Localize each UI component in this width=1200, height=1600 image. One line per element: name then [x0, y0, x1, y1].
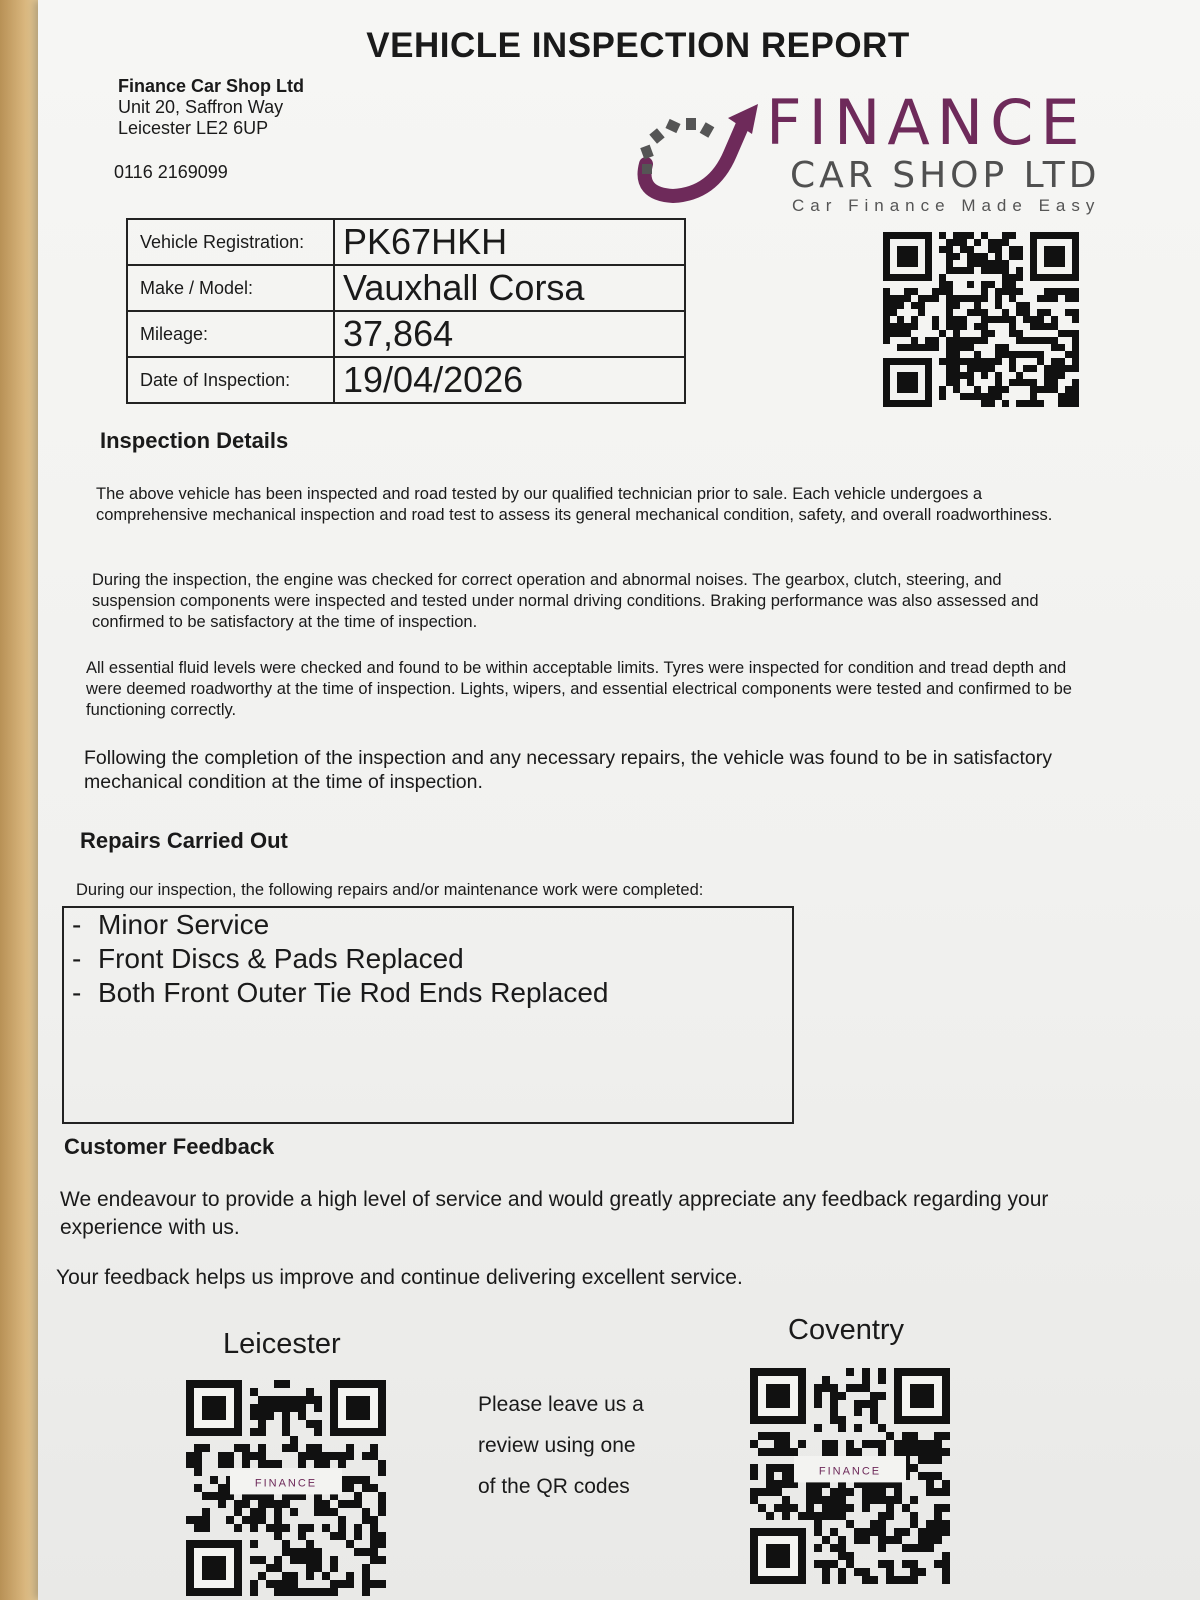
company-logo — [618, 88, 1118, 218]
speedometer-arrow-icon — [618, 94, 768, 204]
company-phone: 0116 2169099 — [114, 162, 228, 182]
qr-code-icon — [750, 1368, 950, 1588]
repairs-heading: Repairs Carried Out — [80, 828, 288, 853]
field-label: Make / Model: — [127, 265, 334, 311]
qr-logo-text: FINANCE — [254, 1477, 318, 1490]
list-item: - Both Front Outer Tie Rod Ends Replaced — [72, 977, 609, 1008]
review-note: Please leave us a review using one of the QR codes — [478, 1393, 644, 1498]
field-value: 19/04/2026 — [334, 357, 685, 403]
inspection-heading: Inspection Details — [100, 428, 289, 453]
desk-background — [0, 0, 40, 1600]
field-label: Mileage: — [127, 311, 334, 357]
location-label: Coventry — [788, 1314, 905, 1346]
list-item: - Minor Service — [72, 909, 270, 940]
inspection-paragraph: All essential fluid levels were checked and found to be within acceptable limits. Tyres were inspected for condition and tread depth and were deemed roadworthy at the time of inspection. Lights, wipers, and essential electrical components were tested and confirmed to be functioning correctly. — [86, 659, 1072, 719]
inspection-paragraph: During the inspection, the engine was checked for correct operation and abnormal noises. The gearbox, clutch, steering, and suspension components were inspected and tested under normal driving conditions. Braking performance was also assessed and confirmed to be satisfactory at the time of inspection. — [92, 571, 1039, 631]
table-row — [127, 357, 685, 403]
feedback-paragraph: Your feedback helps us improve and continue delivering excellent service. — [56, 1266, 743, 1289]
inspection-paragraph: The above vehicle has been inspected and road tested by our qualified technician prior to sale. Each vehicle undergoes a comprehensive mechanical inspection and road test to assess its general mechanical condition, safety, and overall roadworthiness. — [96, 485, 1053, 524]
list-item: - Front Discs & Pads Replaced — [72, 943, 464, 974]
field-label: Date of Inspection: — [127, 357, 334, 403]
table-row — [127, 311, 685, 357]
vehicle-details-table — [126, 218, 686, 404]
logo-tagline: Car Finance Made Easy — [792, 196, 1101, 215]
field-value: Vauxhall Corsa — [334, 265, 685, 311]
inspection-paragraph: Following the completion of the inspection and any necessary repairs, the vehicle was found to be in satisfactory mechanical condition at the time of inspection. — [84, 747, 1052, 793]
location-label: Leicester — [223, 1328, 341, 1360]
qr-logo-text: FINANCE — [818, 1465, 882, 1478]
company-address-block — [118, 76, 304, 139]
field-value: 37,864 — [334, 311, 685, 357]
field-value: PK67HKH — [334, 219, 685, 265]
company-name: Finance Car Shop Ltd — [118, 76, 305, 96]
feedback-paragraph: We endeavour to provide a high level of service and would greatly appreciate any feedback regarding your experience with us. — [60, 1188, 1049, 1239]
table-row — [127, 219, 685, 265]
qr-code-icon — [883, 232, 1079, 410]
field-label: Vehicle Registration: — [127, 219, 334, 265]
report-page — [38, 0, 1200, 1600]
repairs-list — [62, 906, 794, 1124]
repairs-intro: During our inspection, the following repairs and/or maintenance work were completed: — [76, 881, 704, 899]
feedback-heading: Customer Feedback — [64, 1134, 275, 1159]
qr-code-icon — [186, 1380, 386, 1600]
report-title: VEHICLE INSPECTION REPORT — [366, 26, 910, 65]
logo-wordmark: FINANCE — [766, 86, 1087, 159]
table-row — [127, 265, 685, 311]
logo-subtitle: CAR SHOP LTD — [790, 155, 1101, 196]
address-line-2: Leicester LE2 6UP — [118, 118, 269, 138]
address-line-1: Unit 20, Saffron Way — [118, 97, 284, 117]
